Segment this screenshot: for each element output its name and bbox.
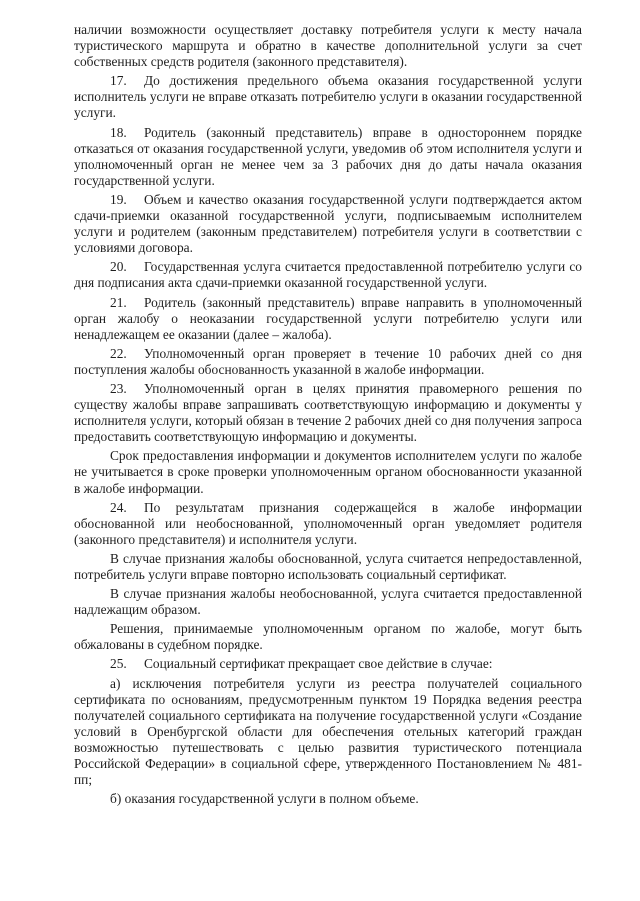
paragraph-number: 25.	[110, 656, 127, 672]
paragraph-text: б) оказания государственной услуги в полном объеме.	[110, 791, 419, 807]
paragraph-text: Срок предоставления информации и документов исполнителем услуги по жалобе не учитывается в сроке проверки уполномоченным органом обоснованности указанной в жалобе информации.	[74, 448, 582, 496]
paragraph-text: а) исключения потребителя услуги из реестра получателей социального сертификата по основаниям, предусмотренным пунктом 19 Порядка ведения реестра получателей социального сертификата на получение государственной услуги «Создание условий в Оренбургской области для обеспечения отельных категорий граждан возможностью путешествовать с целью развития туристического потенциала Российской Федерации» в социальной сфере, утвержденного Постановлением № 481-пп;	[74, 675, 582, 788]
paragraph-number: 24.	[110, 499, 127, 515]
paragraph-text: Объем и качество оказания государственной услуги подтверждается актом сдачи-приемки оказанной государственной услуги, подписываемым исполнителем услуги и родителем (законным представителем) потребителя услуги в соответствии с условиями договора.	[74, 191, 582, 256]
paragraph-number: 19.	[110, 191, 127, 207]
paragraph-number: 22.	[110, 345, 127, 361]
paragraph-25-b	[74, 791, 582, 807]
paragraph-24-appeal	[74, 621, 582, 653]
paragraph-24-justified	[74, 551, 582, 583]
paragraph-text: наличии возможности осуществляет доставку потребителя услуги к месту начала туристического маршрута и обратно в качестве дополнительной услуги за счет собственных средств родителя (законного представителя).	[74, 22, 582, 70]
paragraph-text: Решения, принимаемые уполномоченным органом по жалобе, могут быть обжалованы в судебном порядке.	[74, 621, 582, 653]
paragraph-text: Уполномоченный орган в целях принятия правомерного решения по существу жалобы вправе запрашивать соответствующую информацию и документы у исполнителя услуги, который обязан в течение 2 рабочих дней со дня получения запроса предоставить соответствующую информацию и документы.	[74, 380, 582, 445]
paragraph-text: По результатам признания содержащейся в жалобе информации обоснованной или необоснованной, уполномоченный орган уведомляет родителя (законного представителя) и исполнителя услуги.	[74, 499, 582, 547]
paragraph-continuation	[74, 22, 582, 70]
paragraph-19	[74, 192, 582, 256]
paragraph-23-deadline	[74, 448, 582, 496]
paragraph-25-a	[74, 676, 582, 789]
document-page	[74, 22, 582, 807]
paragraph-number: 17.	[110, 73, 127, 89]
paragraph-text: В случае признания жалобы необоснованной, услуга считается предоставленной надлежащим образом.	[74, 586, 582, 618]
paragraph-number: 18.	[110, 124, 127, 140]
paragraph-number: 20.	[110, 259, 127, 275]
paragraph-21	[74, 295, 582, 343]
paragraph-20	[74, 259, 582, 291]
paragraph-18	[74, 125, 582, 189]
paragraph-text: В случае признания жалобы обоснованной, услуга считается непредоставленной, потребитель услуги вправе повторно использовать социальный сертификат.	[74, 550, 582, 582]
paragraph-text: Уполномоченный орган проверяет в течение 10 рабочих дней со дня поступления жалобы обоснованность указанной в жалобе информации.	[74, 345, 582, 377]
paragraph-text: До достижения предельного объема оказания государственной услуги исполнитель услуги не вправе отказать потребителю услуги в оказании государственной услуги.	[74, 73, 582, 121]
paragraph-22	[74, 346, 582, 378]
paragraph-number: 21.	[110, 294, 127, 310]
paragraph-number: 23.	[110, 380, 127, 396]
paragraph-24	[74, 500, 582, 548]
paragraph-25	[74, 656, 582, 672]
paragraph-text: Социальный сертификат прекращает свое действие в случае:	[144, 656, 493, 672]
paragraph-17	[74, 73, 582, 121]
paragraph-24-unjustified	[74, 586, 582, 618]
paragraph-23	[74, 381, 582, 445]
paragraph-text: Родитель (законный представитель) вправе в одностороннем порядке отказаться от оказания государственной услуги, уведомив об этом исполнителя услуги и уполномоченный орган не менее чем за 3 рабочих дня до даты начала оказания государственной услуги.	[74, 124, 582, 188]
paragraph-text: Родитель (законный представитель) вправе направить в уполномоченный орган жалобу о неоказании государственной услуги потребителю услуги или ненадлежащем ее оказании (далее – жалоба).	[74, 294, 582, 342]
paragraph-text: Государственная услуга считается предоставленной потребителю услуги со дня подписания акта сдачи-приемки оказанной государственной услуги.	[74, 259, 582, 291]
